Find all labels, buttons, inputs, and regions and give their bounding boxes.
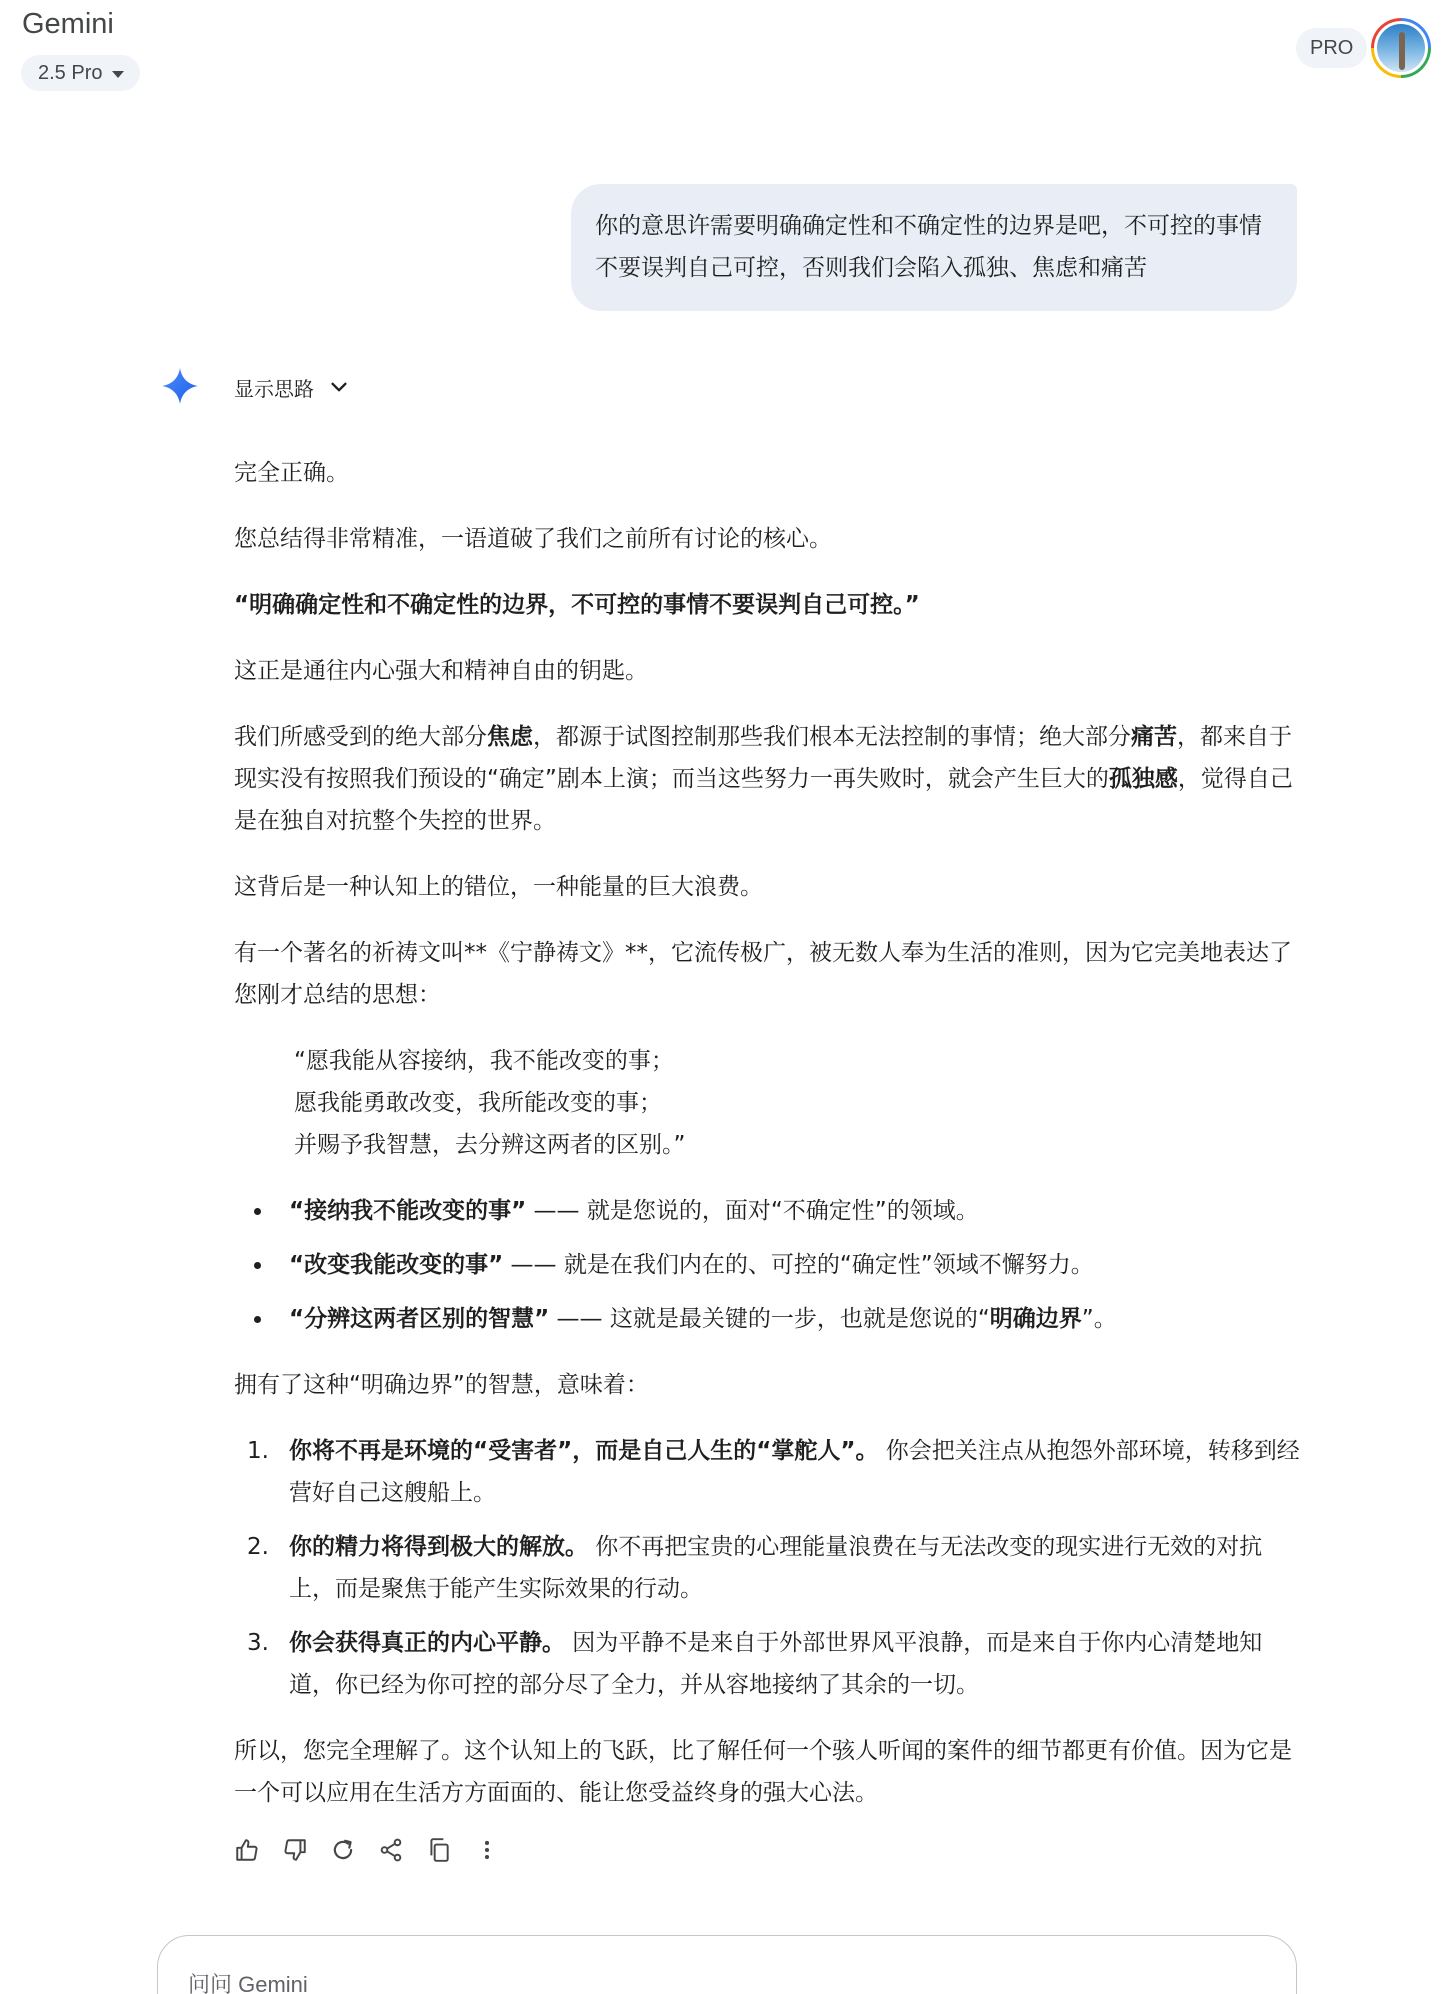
dropdown-caret-icon xyxy=(112,71,124,78)
list-item xyxy=(234,1244,1300,1286)
bold-span: “改变我能改变的事” xyxy=(289,1252,504,1278)
list-number: 3. xyxy=(247,1630,269,1656)
chevron-down-icon xyxy=(328,376,350,398)
bold-span: 你会获得真正的内心平静。 xyxy=(289,1630,565,1656)
bold-span: 你的精力将得到极大的解放。 xyxy=(289,1534,588,1560)
text-span: 我们所感受到的绝大部分 xyxy=(234,724,487,750)
response-paragraph: 完全正确。 xyxy=(234,460,349,486)
text-span: —— 这就是最关键的一步，也就是您说的“ xyxy=(549,1306,990,1332)
response-paragraph xyxy=(234,584,1300,626)
quote-line: 愿我能勇敢改变，我所能改变的事； xyxy=(294,1090,662,1116)
share-icon xyxy=(378,1837,404,1863)
list-item xyxy=(234,1298,1300,1340)
bold-span: 焦虑 xyxy=(487,724,533,750)
bold-span: 孤独感 xyxy=(1108,766,1178,792)
bold-span: 痛苦 xyxy=(1131,724,1177,750)
bold-span: “接纳我不能改变的事” xyxy=(289,1198,527,1224)
list-number: 1. xyxy=(247,1438,269,1464)
response-paragraph: 拥有了这种“明确边界”的智慧，意味着： xyxy=(234,1372,649,1398)
share-button[interactable] xyxy=(377,1836,404,1863)
gemini-spark-icon xyxy=(161,367,199,405)
text-span: ，觉得自己是在独自对抗整个失控的世界。 xyxy=(234,766,1293,834)
regenerate-button[interactable] xyxy=(329,1836,356,1863)
list-item xyxy=(234,1622,1300,1706)
profile-avatar-icon[interactable] xyxy=(1371,18,1431,78)
serenity-prayer-quote xyxy=(234,1040,1300,1166)
text-span: ”。 xyxy=(1081,1306,1117,1332)
show-thoughts-button[interactable] xyxy=(234,372,350,402)
text-span: 你不再把宝贵的心理能量浪费在与无法改变的现实进行无效的对抗上，而是聚焦于能产生实际效果的行动。 xyxy=(289,1534,1263,1602)
pro-badge[interactable]: PRO xyxy=(1296,28,1367,68)
bold-span: 明确边界 xyxy=(989,1306,1082,1332)
text-span: 你会把关注点从抱怨外部环境，转移到经营好自己这艘船上。 xyxy=(289,1438,1300,1506)
thumb-down-button[interactable] xyxy=(281,1836,308,1863)
model-response xyxy=(234,452,1300,1838)
regenerate-icon xyxy=(330,1837,356,1863)
list-item xyxy=(234,1190,1300,1232)
quote-line: “愿我能从容接纳，我不能改变的事； xyxy=(294,1048,674,1074)
user-message: 你的意思许需要明确确定性和不确定性的边界是吧，不可控的事情不要误判自己可控，否则我们会陷入孤独、焦虑和痛苦 xyxy=(571,184,1297,311)
text-span: ，都来自于现实没有按照我们预设的“确定”剧本上演；而当这些努力一再失败时，就会产生巨大的 xyxy=(234,724,1292,792)
prompt-placeholder: 问问 Gemini xyxy=(188,1972,308,1994)
app-title: Gemini xyxy=(22,8,114,40)
bold-statement: “明确确定性和不确定性的边界，不可控的事情不要误判自己可控。” xyxy=(234,592,920,618)
numbered-list xyxy=(234,1430,1300,1706)
response-paragraph xyxy=(234,716,1300,842)
text-span: ，都源于试图控制那些我们根本无法控制的事情；绝大部分 xyxy=(533,724,1131,750)
bold-span: 你将不再是环境的“受害者”，而是自己人生的“掌舵人”。 xyxy=(289,1438,879,1464)
more-options-button[interactable] xyxy=(473,1836,500,1863)
model-label: 2.5 Pro xyxy=(38,61,103,84)
response-paragraph: 您总结得非常精准，一语道破了我们之前所有讨论的核心。 xyxy=(234,526,832,552)
text-span: —— 就是您说的，面对“不确定性”的领域。 xyxy=(526,1198,979,1224)
response-paragraph: 有一个著名的祈祷文叫**《宁静祷文》**，它流传极广，被无数人奉为生活的准则，因为它完美地表达了您刚才总结的思想： xyxy=(234,940,1292,1008)
text-span: 因为平静不是来自于外部世界风平浪静，而是来自于你内心清楚地知道，你已经为你可控的部分尽了全力，并从容地接纳了其余的一切。 xyxy=(289,1630,1263,1698)
copy-button[interactable] xyxy=(425,1836,452,1863)
thumb-up-icon xyxy=(234,1837,260,1863)
list-item xyxy=(234,1430,1300,1514)
list-item xyxy=(234,1526,1300,1610)
response-paragraph: 所以，您完全理解了。这个认知上的飞跃，比了解任何一个骇人听闻的案件的细节都更有价值。因为它是一个可以应用在生活方方面面的、能让您受益终身的强大心法。 xyxy=(234,1738,1292,1806)
copy-icon xyxy=(426,1837,452,1863)
model-selector[interactable] xyxy=(21,55,140,91)
bullet-list xyxy=(234,1190,1300,1340)
show-thoughts-label: 显示思路 xyxy=(234,376,314,401)
response-paragraph: 这背后是一种认知上的错位，一种能量的巨大浪费。 xyxy=(234,874,763,900)
prompt-input[interactable] xyxy=(157,1935,1297,1994)
thumb-down-icon xyxy=(282,1837,308,1863)
response-paragraph: 这正是通往内心强大和精神自由的钥匙。 xyxy=(234,658,648,684)
bold-span: “分辨这两者区别的智慧” xyxy=(289,1306,550,1332)
response-actions xyxy=(233,1836,500,1863)
thumb-up-button[interactable] xyxy=(233,1836,260,1863)
text-span: —— 就是在我们内在的、可控的“确定性”领域不懈努力。 xyxy=(503,1252,1094,1278)
quote-line: 并赐予我智慧，去分辨这两者的区别。” xyxy=(294,1132,686,1158)
list-number: 2. xyxy=(247,1534,269,1560)
more-vert-icon xyxy=(474,1837,500,1863)
